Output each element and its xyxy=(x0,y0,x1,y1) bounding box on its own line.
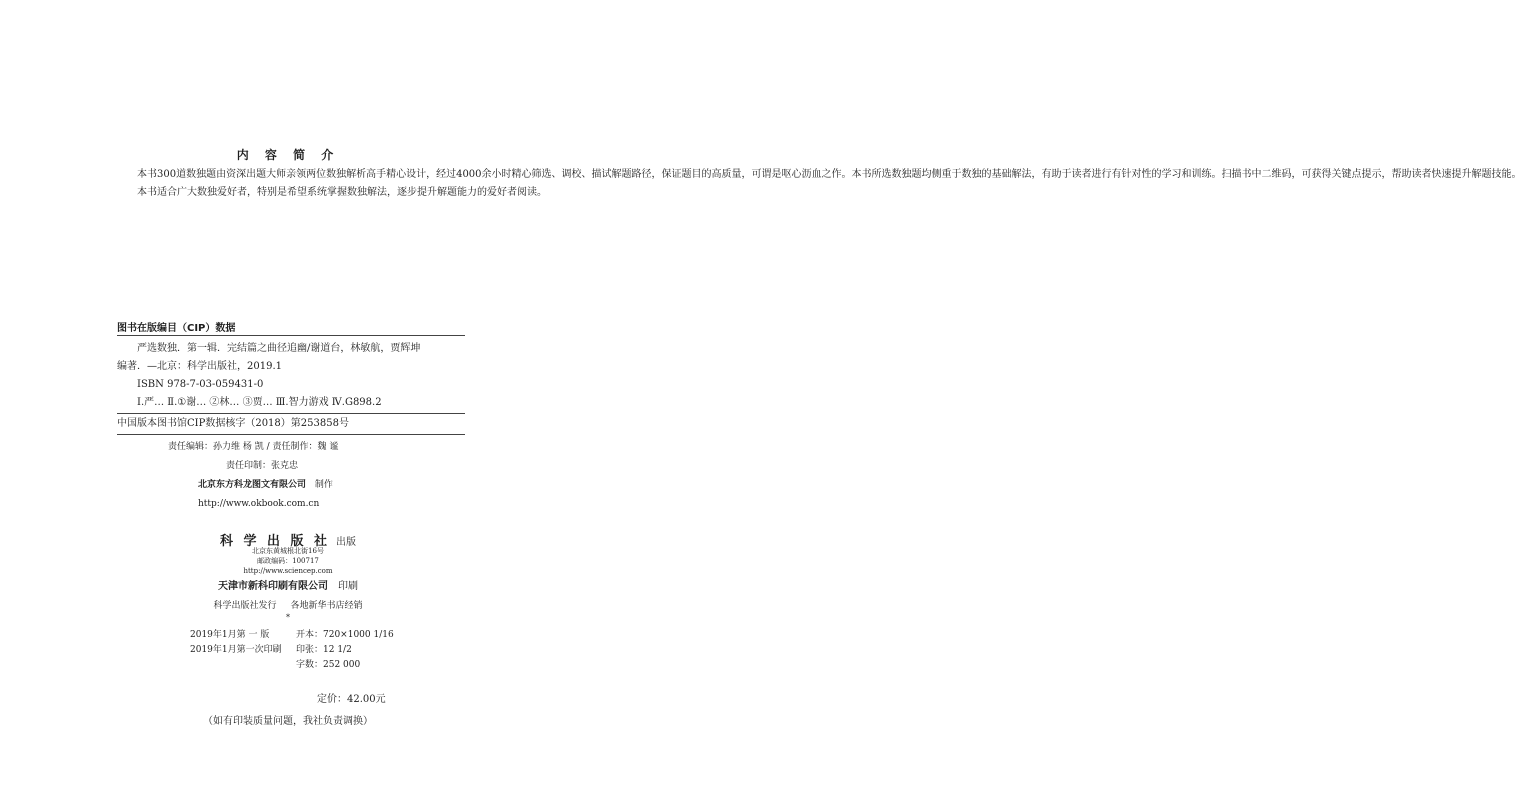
cip-middle-rule xyxy=(117,413,465,414)
page-title: 内 容 简 介 xyxy=(236,148,340,162)
separator-star: * xyxy=(286,613,290,622)
print-sheets: 印张：12 1/2 xyxy=(296,645,352,655)
word-count: 字数：252 000 xyxy=(296,660,361,670)
price: 定价：42.00元 xyxy=(317,694,386,705)
publisher-website: http://www.sciencep.com xyxy=(243,567,333,575)
maker-url: http://www.okbook.com.cn xyxy=(198,499,320,509)
book-format: 开本：720×1000 1/16 xyxy=(296,630,394,640)
cip-line: ISBN 978-7-03-059431-0 xyxy=(137,379,264,390)
maker-name: 北京东方科龙图文有限公司 xyxy=(198,480,307,490)
printing-credit: 责任印制：张克忠 xyxy=(226,461,299,471)
distribution-line xyxy=(0,598,576,611)
maker-suffix: 制作 xyxy=(314,480,333,490)
publisher-postcode: 邮政编码：100717 xyxy=(257,557,319,565)
quality-notice: （如有印装质量问题，我社负责调换） xyxy=(203,716,373,727)
intro-paragraph-1: 本书300道数独题由资深出题大师亲领两位数独解析高手精心设计，经过4000余小时精心筛选、调校、描试解题路径，保证题目的高质量，可谓是呕心沥血之作。本书所选数独题均侧重于数独的基础解法，有助于读者进行有针对性的学习和训练。扫描书中二维码，可获得关键点提示，帮助读者快速提升解题技能。 xyxy=(137,169,1522,180)
publisher-address: 北京东黄城根北街16号 xyxy=(252,547,324,555)
sellers: 各地新华书店经销 xyxy=(290,601,363,611)
cip-block xyxy=(117,340,420,412)
printer-name: 天津市新科印刷有限公司 xyxy=(218,581,328,592)
cip-bottom-rule xyxy=(117,434,465,435)
issuer: 科学出版社发行 xyxy=(213,601,277,611)
cip-line: 编著．—北京：科学出版社，2019.1 xyxy=(117,361,282,372)
printer-suffix: 印刷 xyxy=(338,581,358,592)
cip-line: 严选数独．第一辑．完结篇之曲径追幽/谢道台，林敏航，贾辉坤 xyxy=(137,343,421,354)
intro-section xyxy=(117,166,1522,202)
publisher-suffix: 出版 xyxy=(336,537,357,548)
cip-record-number: 中国版本图书馆CIP数据核字（2018）第253858号 xyxy=(117,418,349,429)
maker-credit xyxy=(168,476,338,495)
intro-paragraph-2: 本书适合广大数独爱好者，特别是希望系统掌握数独解法，逐步提升解题能力的爱好者阅读。 xyxy=(137,187,547,198)
cip-line: Ⅰ.严… Ⅱ.①谢… ②林… ③贾… Ⅲ.智力游戏 Ⅳ.G898.2 xyxy=(137,397,382,408)
cip-heading: 图书在版编目（CIP）数据 xyxy=(117,323,236,334)
first-print: 2019年1月第一次印刷 xyxy=(190,645,282,655)
editor-credit: 责任编辑：孙力维 杨 凯 / 责任制作：魏 谧 xyxy=(168,442,339,452)
credits-block xyxy=(168,438,338,514)
printer-line xyxy=(0,577,576,592)
cip-top-rule xyxy=(117,335,465,336)
publisher-name: 科 学 出 版 社 xyxy=(219,534,331,549)
edition-first: 2019年1月第 一 版 xyxy=(190,630,270,640)
